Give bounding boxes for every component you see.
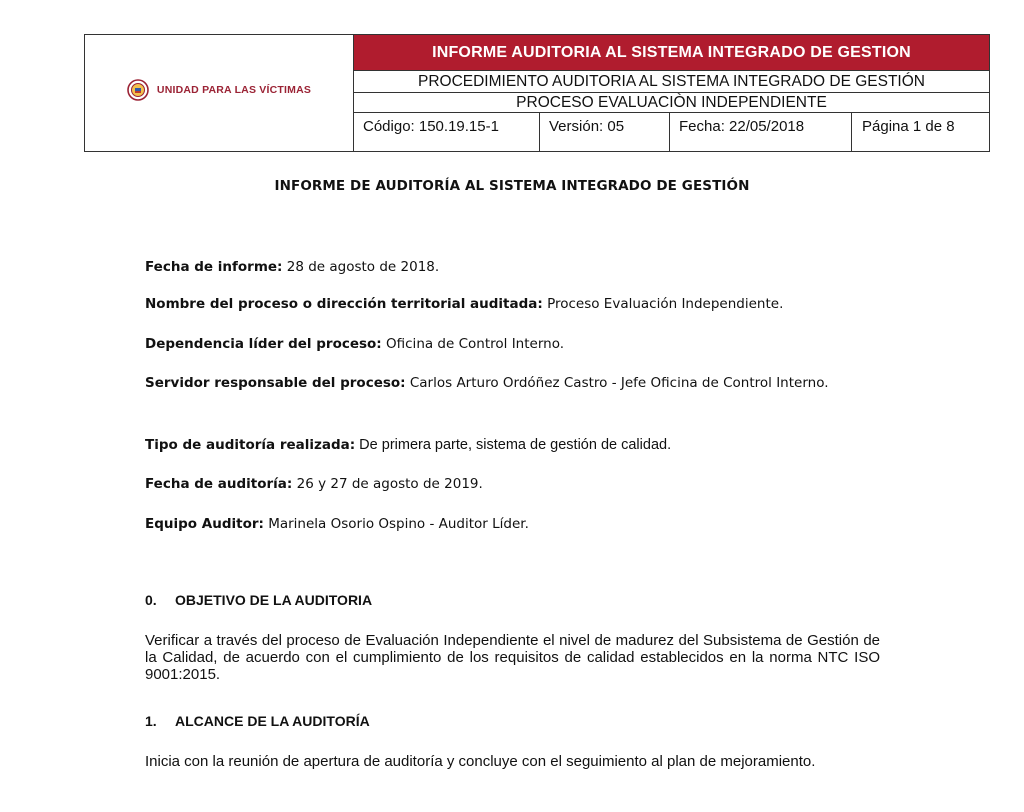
- field-value: Oficina de Control Interno.: [381, 336, 565, 352]
- field-label: Servidor responsable del proceso:: [145, 375, 406, 391]
- report-title-banner: INFORME AUDITORIA AL SISTEMA INTEGRADO DE GESTION: [354, 35, 989, 71]
- section-title: ALCANCE DE LA AUDITORÍA: [175, 713, 370, 729]
- procedure-name: PROCEDIMIENTO AUDITORIA AL SISTEMA INTEGRADO DE GESTIÓN: [354, 71, 989, 93]
- organization-logo: [127, 79, 311, 101]
- document-date: Fecha: 22/05/2018: [670, 113, 852, 151]
- field-report-date: [145, 256, 880, 278]
- header-info: [354, 35, 989, 151]
- field-value: Marinela Osorio Ospino - Auditor Líder.: [263, 516, 529, 532]
- field-audit-team: [145, 513, 880, 535]
- field-value: Carlos Arturo Ordóñez Castro - Jefe Oficina de Control Interno.: [405, 375, 829, 391]
- document-title: INFORME DE AUDITORÍA AL SISTEMA INTEGRADO DE GESTIÓN: [274, 178, 750, 194]
- field-audit-type: [145, 434, 880, 456]
- field-responsible-official: [145, 372, 880, 394]
- section-body-scope: Inicia con la reunión de apertura de auditoría y concluye con el seguimiento al plan de mejoramiento.: [145, 753, 816, 770]
- field-label: Fecha de auditoría:: [145, 476, 293, 492]
- logo-text: UNIDAD PARA LAS VÍCTIMAS: [156, 84, 312, 96]
- field-label: Dependencia líder del proceso:: [145, 336, 382, 352]
- logo-cell: [85, 35, 354, 151]
- field-audit-date: [145, 473, 880, 495]
- section-body-objective: Verificar a través del proceso de Evaluación Independiente el nivel de madurez del Subsistema de Gestión de la Calidad, de acuerdo con el cumplimiento de los requisitos de calidad establecidos en la norma NTC ISO 9001:2015.: [145, 632, 880, 683]
- page-indicator: Página 1 de 8: [862, 118, 955, 135]
- field-label: Tipo de auditoría realizada:: [145, 437, 356, 453]
- document-version: Versión: 05: [540, 113, 670, 151]
- section-title: OBJETIVO DE LA AUDITORIA: [175, 592, 373, 608]
- field-lead-department: [145, 333, 880, 355]
- process-name: PROCESO EVALUACIÒN INDEPENDIENTE: [354, 93, 989, 113]
- document-code: Código: 150.19.15-1: [354, 113, 540, 151]
- field-label: Equipo Auditor:: [145, 516, 264, 532]
- field-value: 26 y 27 de agosto de 2019.: [292, 476, 483, 492]
- section-heading-scope: [145, 713, 370, 729]
- field-process-name: [145, 293, 880, 315]
- section-number: 1.: [145, 713, 157, 729]
- document-header: [84, 34, 990, 152]
- section-number: 0.: [145, 592, 157, 608]
- field-value: De primera parte, sistema de gestión de calidad.: [355, 437, 672, 453]
- field-value: Proceso Evaluación Independiente.: [542, 296, 784, 312]
- field-label: Fecha de informe:: [145, 259, 283, 275]
- coat-of-arms-icon: [127, 79, 149, 101]
- field-label: Nombre del proceso o dirección territorial auditada:: [145, 296, 543, 312]
- document-meta-row: [354, 113, 989, 151]
- section-heading-objective: [145, 592, 372, 608]
- field-value: 28 de agosto de 2018.: [282, 259, 440, 275]
